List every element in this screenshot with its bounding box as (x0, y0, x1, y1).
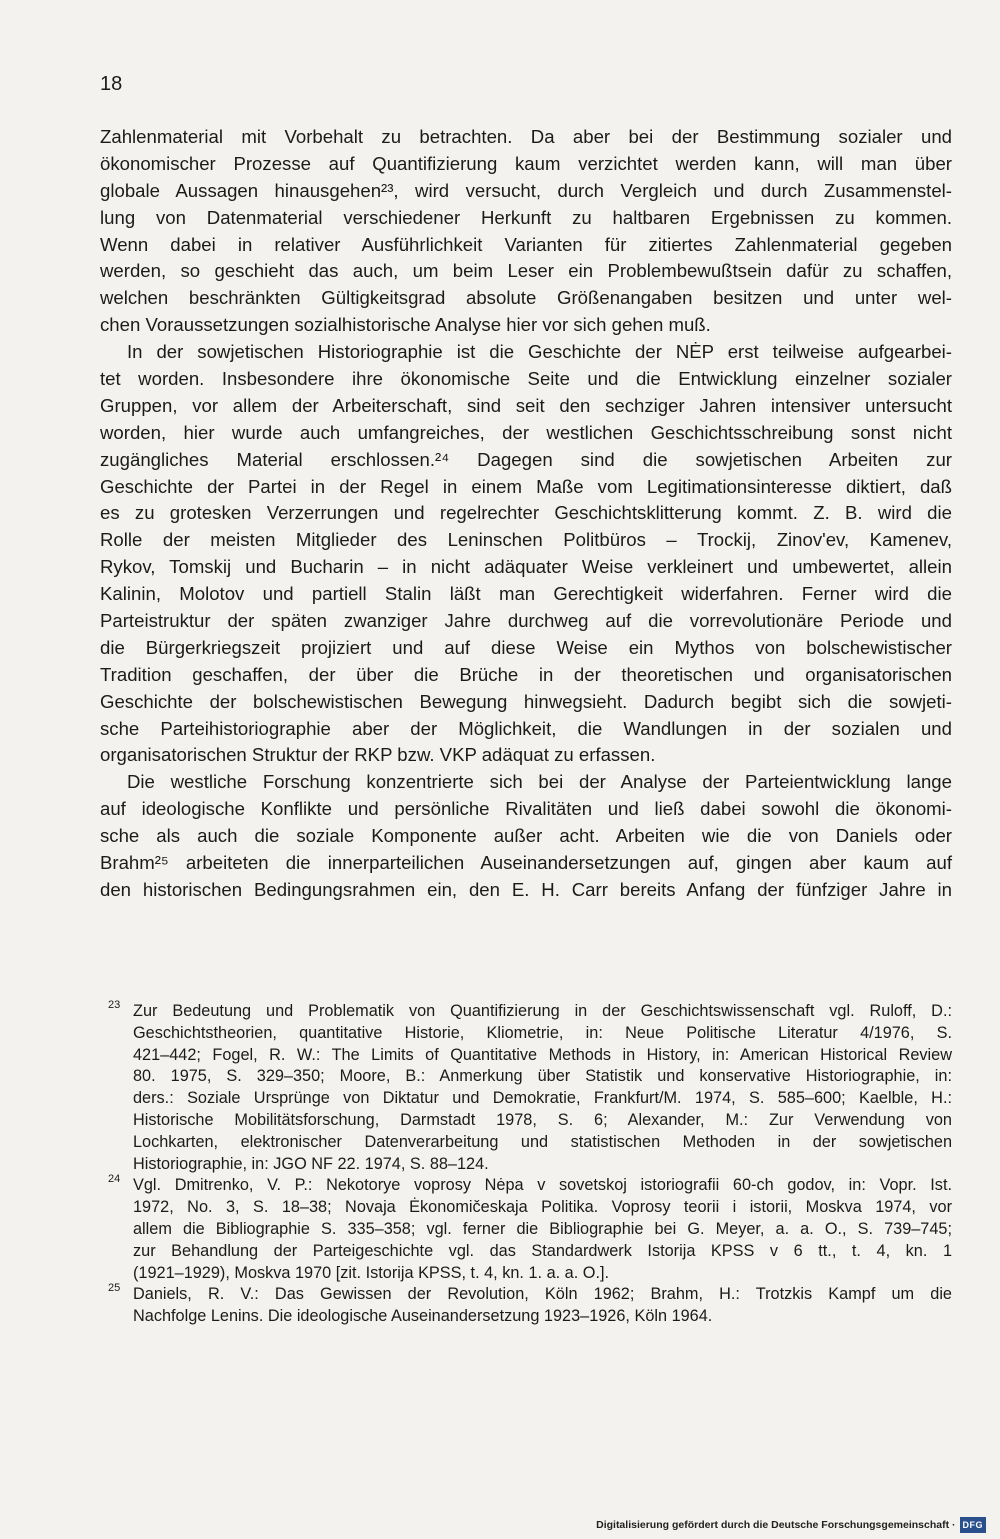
body-line: globale Aussagen hinausgehen²³, wird versucht, durch Vergleich und durch Zusammenstel- (100, 179, 952, 201)
body-line: ökonomischer Prozesse auf Quantifizierung kaum verzichtet werden kann, will man über (100, 152, 952, 174)
footnote-line: allem die Bibliographie S. 335–358; vgl. ferner die Bibliographie bei G. Meyer, a. a. O., S. 739–745; (133, 1219, 952, 1238)
body-line: auf ideologische Konflikte und persönliche Rivalitäten und ließ dabei sowohl die ökonomi- (100, 798, 952, 820)
footnote (100, 1001, 952, 1175)
body-line: Rykov, Tomskij und Bucharin – in nicht adäquater Weise verkleinert und umbewertet, allein (100, 556, 952, 578)
body-line: werden, so geschieht das auch, um beim Leser ein Problembewußtsein dafür zu schaffen, (100, 260, 952, 282)
footnote-line: Daniels, R. V.: Das Gewissen der Revolution, Köln 1962; Brahm, H.: Trotzkis Kampf um die (133, 1285, 952, 1304)
body-line: tet worden. Insbesondere ihre ökonomische Seite und die Entwicklung einzelner sozialer (100, 368, 952, 390)
footnote-line: Geschichtstheorien, quantitative Historie, Kliometrie, in: Neue Politische Literatur 4/1976, S. (133, 1023, 952, 1042)
footnote-number: 25 (108, 1282, 121, 1295)
footnote-line: Nachfolge Lenins. Die ideologische Auseinandersetzung 1923–1926, Köln 1964. (133, 1307, 713, 1326)
footnote-line: Historische Mobilitätsforschung, Darmstadt 1978, S. 6; Alexander, M.: Zur Verwendung von (133, 1110, 952, 1129)
body-line: Zahlenmaterial mit Vorbehalt zu betrachten. Da aber bei der Bestimmung sozialer und (100, 126, 952, 147)
body-line: den historischen Bedingungsrahmen ein, den E. H. Carr bereits Anfang der fünfziger Jahre in (100, 878, 952, 900)
body-line: welchen beschränkten Gültigkeitsgrad absolute Größenangaben besitzen und unter wel- (100, 287, 952, 309)
footnote-line: Historiographie, in: JGO NF 22. 1974, S. 88–124. (133, 1154, 489, 1173)
body-line: In der sowjetischen Historiographie ist die Geschichte der NĖP erst teilweise aufgearbei- (127, 341, 952, 363)
body-text (100, 124, 952, 904)
footnote-number: 23 (108, 999, 121, 1011)
body-line: Geschichte der bolschewistischen Bewegung hinwegsieht. Dadurch begibt sich die sowjeti- (100, 690, 952, 712)
footnote-number: 24 (108, 1173, 121, 1186)
body-line: sche als auch die soziale Komponente außer acht. Arbeiten wie die von Daniels oder (100, 825, 952, 847)
body-line: Wenn dabei in relativer Ausführlichkeit Varianten für zitiertes Zahlenmaterial gegeben (100, 233, 952, 255)
footnote-line: Vgl. Dmitrenko, V. P.: Nekotorye voprosy Nėpa v sovetskoj istoriografii 60-ch godov, in: Vopr. Ist. (133, 1176, 952, 1195)
footnote (100, 1284, 952, 1328)
digitization-credit (596, 1517, 986, 1533)
credit-text: Digitalisierung gefördert durch die Deutsche Forschungsgemeinschaft · (596, 1519, 956, 1531)
body-line: Brahm²⁵ arbeiteten die innerparteilichen Auseinandersetzungen auf, gingen aber kaum auf (100, 852, 952, 874)
body-line: sche Parteihistoriographie aber der Möglichkeit, die Wandlungen in der sozialen und (100, 717, 952, 739)
dfg-logo: DFG (960, 1517, 987, 1533)
footnote-line: 80. 1975, S. 329–350; Moore, B.: Anmerkung über Statistik und konservative Historiographie, in: (133, 1067, 952, 1086)
body-line: worden, hier wurde auch umfangreiches, der westlichen Geschichtsschreibung sonst nicht (100, 421, 952, 443)
footnote-line: ders.: Soziale Ursprünge von Diktatur und Demokratie, Frankfurt/M. 1974, S. 585–600; Kaelble, H.: (133, 1089, 952, 1108)
body-line: lung von Datenmaterial verschiedener Herkunft zu haltbaren Ergebnissen zu kommen. (100, 206, 952, 228)
footnotes (100, 1001, 952, 1328)
body-line: organisatorischen Struktur der RKP bzw. VKP adäquat zu erfassen. (100, 744, 656, 766)
body-line: es zu grotesken Verzerrungen und regelrechter Geschichtsklitterung kommt. Z. B. wird die (100, 502, 952, 524)
footnote (100, 1175, 952, 1284)
body-line: Gruppen, vor allem der Arbeiterschaft, sind seit den sechziger Jahren intensiver untersucht (100, 394, 952, 416)
body-line: Parteistruktur der späten zwanziger Jahre durchweg auf die vorrevolutionäre Periode und (100, 610, 952, 632)
body-line: zugängliches Material erschlossen.²⁴ Dagegen sind die sowjetischen Arbeiten zur (100, 448, 952, 470)
body-line: Die westliche Forschung konzentrierte sich bei der Analyse der Parteientwicklung lange (127, 771, 952, 793)
page-number: 18 (100, 73, 123, 95)
footnote-line: 421–442; Fogel, R. W.: The Limits of Quantitative Methods in History, in: American Historical Review (133, 1045, 952, 1064)
body-line: Kalinin, Molotov und partiell Stalin läßt man Gerechtigkeit widerfahren. Ferner wird die (100, 583, 952, 605)
body-line: Tradition geschaffen, der über die Brüche in der theoretischen und organisatorischen (100, 663, 952, 685)
body-line: die Bürgerkriegszeit projiziert und auf diese Weise ein Mythos von bolschewistischer (100, 636, 952, 658)
body-line: Geschichte der Partei in der Regel in einem Maße vom Legitimationsinteresse diktiert, daß (100, 475, 952, 497)
footnote-line: Lochkarten, elektronischer Datenverarbeitung und statistischen Methoden in der sowjetischen (133, 1132, 952, 1151)
body-line: Rolle der meisten Mitglieder des Leninschen Politbüros – Trockij, Zinov'ev, Kamenev, (100, 529, 952, 551)
footnote-line: zur Behandlung der Parteigeschichte vgl. das Standardwerk Istorija KPSS v 6 tt., t. 4, kn. 1 (133, 1241, 952, 1260)
footnote-line: 1972, No. 3, S. 18–38; Novaja Ėkonomičeskaja Politika. Voprosy teorii i istorii, Moskva 1974, vor (133, 1198, 952, 1217)
footnote-line: (1921–1929), Moskva 1970 [zit. Istorija KPSS, t. 4, kn. 1. a. a. O.]. (133, 1263, 610, 1282)
footnote-line: Zur Bedeutung und Problematik von Quantifizierung in der Geschichtswissenschaft vgl. Ruloff, D.: (133, 1002, 952, 1020)
body-line: chen Voraussetzungen sozialhistorische Analyse hier vor sich gehen muß. (100, 314, 711, 336)
